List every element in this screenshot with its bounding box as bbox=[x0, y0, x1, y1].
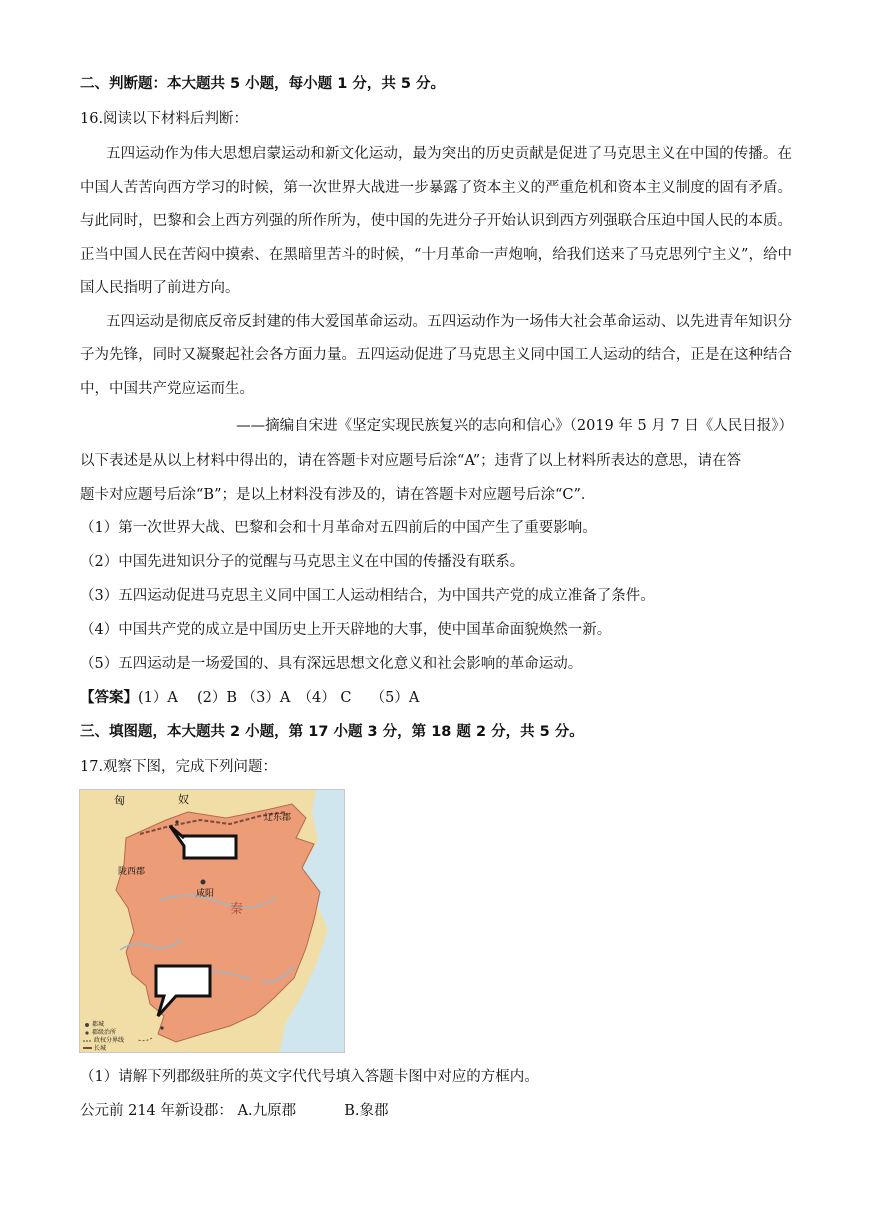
answer-label: 【答案】 bbox=[80, 690, 138, 706]
map-label-longxi: 陇西郡 bbox=[118, 867, 146, 877]
section3-heading: 三、填图题，本大题共 2 小题，第 17 小题 3 分，第 18 题 2 分，共 5 分。 bbox=[80, 724, 584, 740]
q16-material bbox=[80, 138, 792, 406]
q16-source: ——摘编自宋进《坚定实现民族复兴的志向和信心》（2019 年 5 月 7 日《人民日报》） bbox=[236, 418, 793, 434]
q16-statement-3: （3）五四运动促进马克思主义同中国工人运动相结合，为中国共产党的成立准备了条件。 bbox=[80, 588, 655, 604]
map-label-xianyang: 咸阳 bbox=[196, 889, 215, 899]
map-island bbox=[251, 968, 261, 992]
q16-answer bbox=[80, 688, 419, 708]
q16-statement-1: （1）第一次世界大战、巴黎和会和十月革命对五四前后的中国产生了重要影响。 bbox=[80, 520, 597, 536]
q16-statement-2: （2）中国先进知识分子的觉醒与马克思主义在中国的传播没有联系。 bbox=[80, 554, 525, 570]
jiuyuan-prefecture-dot bbox=[175, 820, 178, 823]
legend-border-label: 政权分界线 bbox=[94, 1037, 125, 1044]
q16-instruction-1: 以下表述是从以上材料中得出的，请在答题卡对应题号后涂“A”；违背了以上材料所表达的意思，请在答 bbox=[80, 453, 742, 469]
legend-prefecture-symbol bbox=[85, 1031, 88, 1034]
map-label-xiongnu-1: 匈 bbox=[114, 794, 125, 807]
q16-statement-4: （4）中国共产党的成立是中国历史上开天辟地的大事，使中国革命面貌焕然一新。 bbox=[80, 622, 612, 638]
xianyang-capital-dot bbox=[201, 880, 206, 885]
answer-text: (1）A (2）B （3）A （4） C （5）A bbox=[138, 690, 420, 706]
q16-stem: 16.阅读以下材料后判断： bbox=[80, 111, 249, 127]
q17-options: 公元前 214 年新设郡： A.九原郡 B.象郡 bbox=[80, 1103, 389, 1119]
map-label-xiongnu-2: 奴 bbox=[178, 793, 189, 806]
legend-wall-label: 长城 bbox=[94, 1045, 107, 1052]
legend-capital-symbol bbox=[85, 1023, 89, 1027]
q17-sub1: （1）请解下列郡级驻所的英文字代代号填入答题卡图中对应的方框内。 bbox=[80, 1069, 539, 1085]
q17-stem: 17.观察下图，完成下列问题： bbox=[80, 759, 278, 775]
map-label-liaodong: 辽东郡 bbox=[264, 813, 292, 823]
map-label-qin: 秦 bbox=[230, 902, 244, 917]
section2-heading: 二、判断题：本大题共 5 小题，每小题 1 分，共 5 分。 bbox=[80, 76, 446, 92]
q16-material-p2: 五四运动是彻底反帝反封建的伟大爱国革命运动。五四运动作为一场伟大社会革命运动、以先进青年知识分子为先锋，同时又凝聚起社会各方面力量。五四运动促进了马克思主义同中国工人运动的结合，正是在这种结合中，中国共产党应运而生。 bbox=[80, 313, 792, 397]
legend-prefecture-label: 郡级治所 bbox=[92, 1029, 117, 1036]
q16-instruction-2: 题卡对应题号后涂“B”；是以上材料没有涉及的，请在答题卡对应题号后涂“C”． bbox=[80, 487, 596, 503]
q16-statement-5: （5）五四运动是一场爱国的、具有深远思想文化意义和社会影响的革命运动。 bbox=[80, 656, 583, 672]
q16-material-p1: 五四运动作为伟大思想启蒙运动和新文化运动，最为突出的历史贡献是促进了马克思主义在中国的传播。在中国人苦苦向西方学习的时候，第一次世界大战进一步暴露了资本主义的严重危机和资本主义制度的固有矛盾。与此同时，巴黎和会上西方列强的所作所为，使中国的先进分子开始认识到西方列强联合压迫中国人民的本质。正当中国人民在苦闷中摸索、在黑暗里苦斗的时候，“十月革命一声炮响，给我们送来了马克思列宁主义”，给中国人民指明了前进方向。 bbox=[80, 146, 792, 296]
legend-capital-label: 都城 bbox=[92, 1021, 105, 1028]
xiang-prefecture-dot bbox=[160, 1026, 163, 1029]
qin-dynasty-map bbox=[79, 789, 345, 1053]
